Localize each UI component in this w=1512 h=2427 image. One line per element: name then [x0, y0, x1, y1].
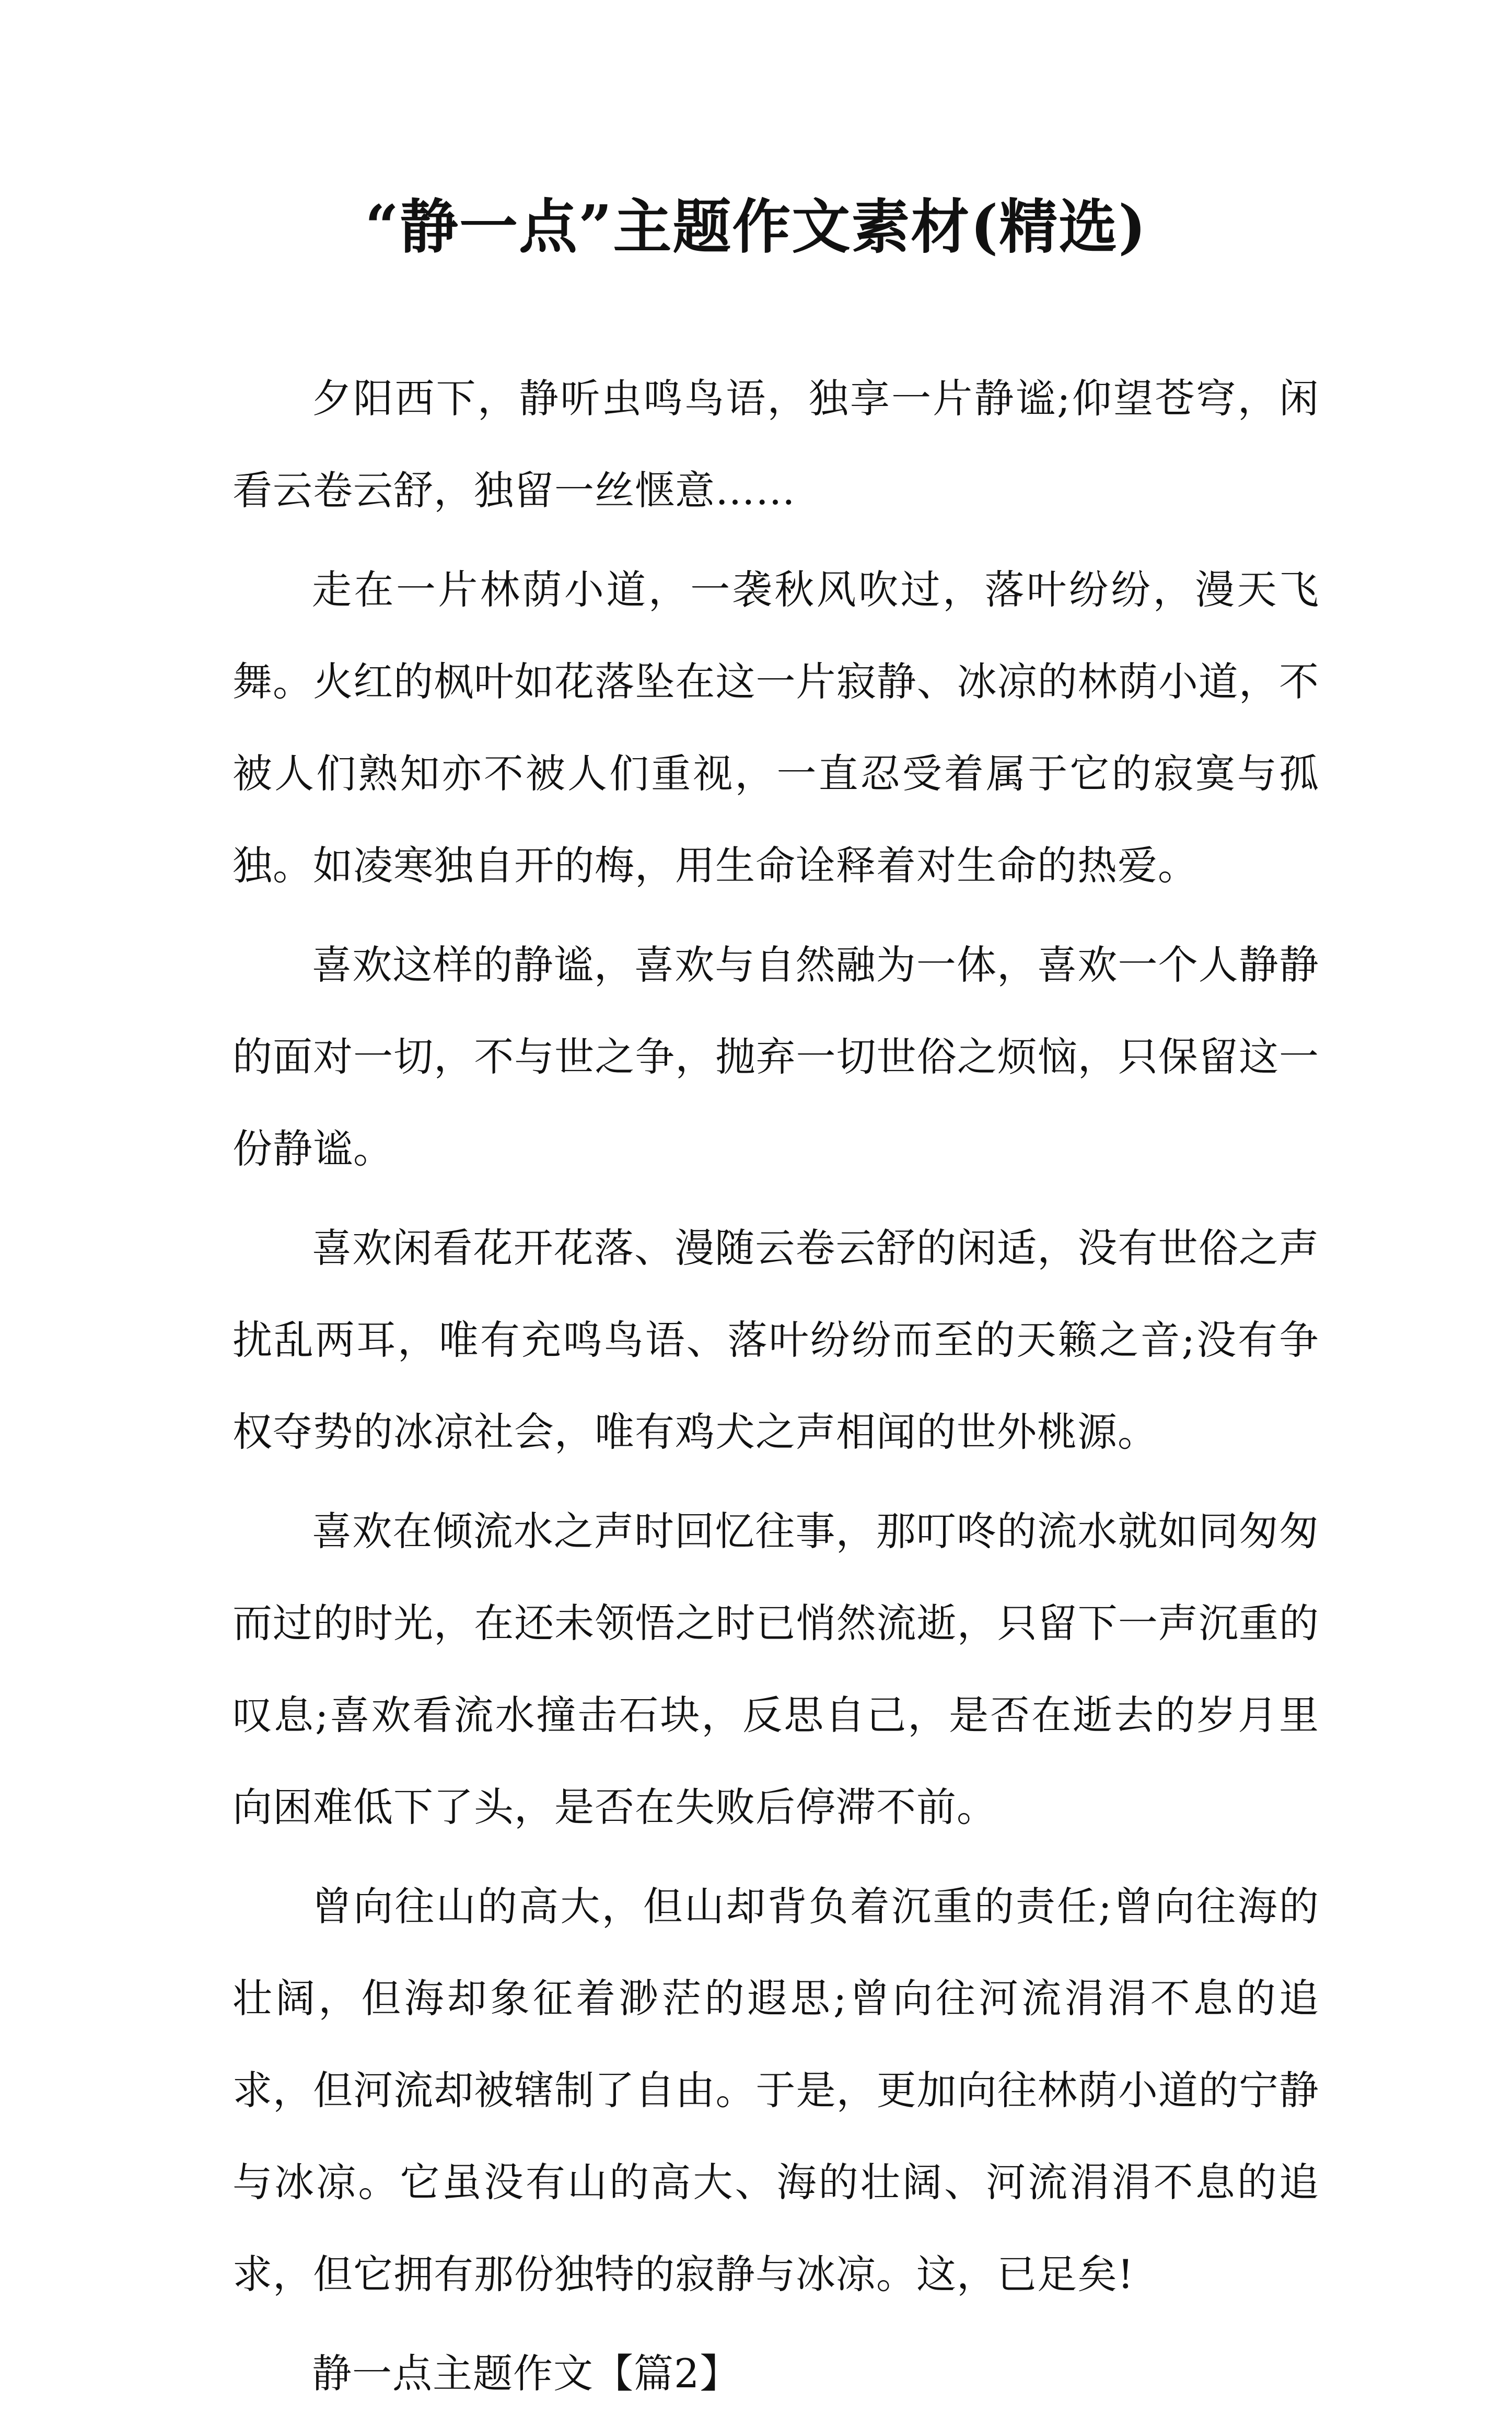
paragraph-1: 夕阳西下，静听虫鸣鸟语，独享一片静谧;仰望苍穹，闲看云卷云舒，独留一丝惬意……	[232, 375, 1319, 514]
section-heading: 静一点主题作文【篇2】	[312, 2350, 740, 2397]
paragraph-6: 曾向往山的高大，但山却背负着沉重的责任;曾向往海的壮阔，但海却象征着渺茫的遐思;曾向往河流涓涓不息的追求，但河流却被辖制了自由。于是，更加向往林荫小道的宁静与冰凉。它虽没有山的高大、海的壮阔、河流涓涓不息的追求，但它拥有那份独特的寂静与冰凉。这，已足矣!	[232, 1883, 1319, 2297]
document-title: “静一点”主题作文素材(精选)	[365, 193, 1147, 261]
paragraph-3: 喜欢这样的静谧，喜欢与自然融为一体，喜欢一个人静静的面对一切，不与世之争，抛弃一切世俗之烦恼，只保留这一份静谧。	[232, 942, 1319, 1172]
paragraph-5: 喜欢在倾流水之声时回忆往事，那叮咚的流水就如同匆匆而过的时光，在还未领悟之时已悄然流逝，只留下一声沉重的叹息;喜欢看流水撞击石块，反思自己，是否在逝去的岁月里向困难低下了头，是否在失败后停滞不前。	[232, 1508, 1319, 1830]
paragraph-2: 走在一片林荫小道，一袭秋风吹过，落叶纷纷，漫天飞舞。火红的枫叶如花落坠在这一片寂静、冰凉的林荫小道，不被人们熟知亦不被人们重视，一直忍受着属于它的寂寞与孤独。如凌寒独自开的梅，用生命诠释着对生命的热爱。	[232, 566, 1319, 889]
paragraph-4: 喜欢闲看花开花落、漫随云卷云舒的闲适，没有世俗之声扰乱两耳，唯有充鸣鸟语、落叶纷纷而至的天籁之音;没有争权夺势的冰凉社会，唯有鸡犬之声相闻的世外桃源。	[232, 1225, 1319, 1455]
document-body	[232, 353, 1319, 2427]
